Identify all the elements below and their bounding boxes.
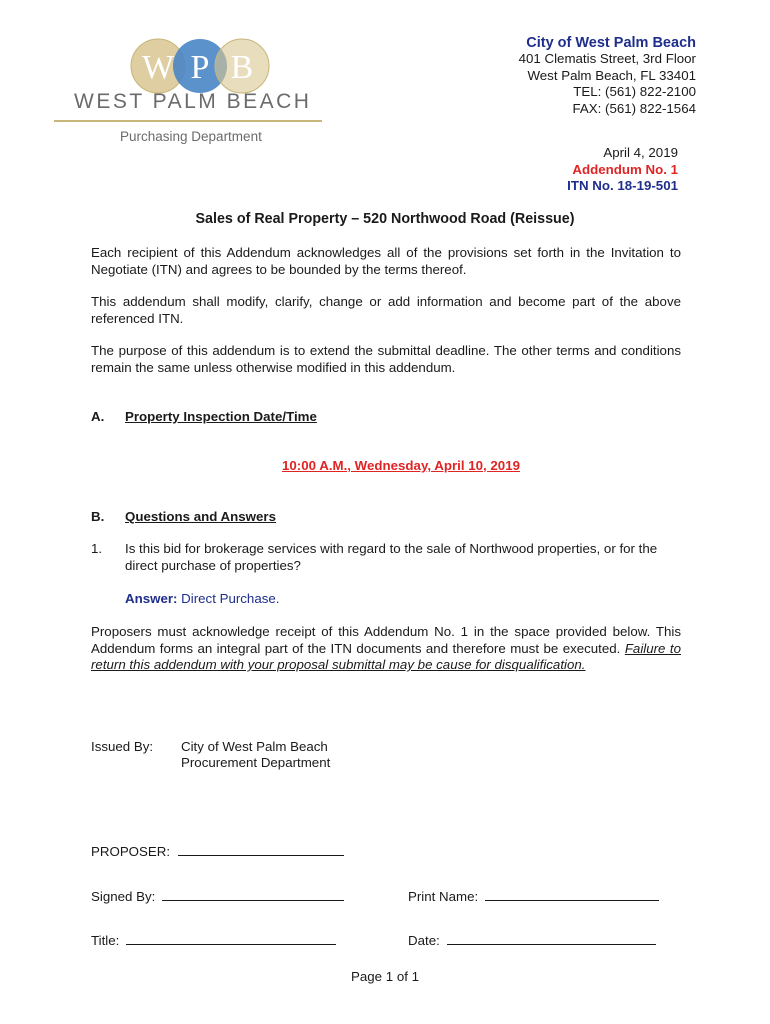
address-fax: FAX: (561) 822-1564 (572, 100, 696, 116)
signed-by-label: Signed By: (91, 889, 156, 904)
logo-divider (54, 120, 322, 122)
issued-by-label: Issued By: (91, 739, 154, 754)
title-field[interactable] (91, 932, 336, 948)
logo-department: Purchasing Department (120, 129, 262, 144)
wpb-logo-emblem (54, 36, 324, 96)
logo-letter-b: B (230, 49, 254, 86)
signed-by-field[interactable] (91, 888, 344, 904)
section-b-letter: B. (91, 509, 105, 524)
print-name-line[interactable] (485, 888, 659, 901)
logo-wordmark: WEST PALM BEACH (74, 90, 312, 113)
issued-by-block (181, 739, 330, 771)
print-name-label: Print Name: (408, 889, 479, 904)
disqualification-warning: Failure to return this addendum with your proposal submittal may be cause for disqualification. (91, 640, 681, 672)
address-street: 401 Clematis Street, 3rd Floor (518, 51, 696, 67)
document-meta (567, 145, 678, 195)
answer-label: Answer: (125, 591, 178, 606)
question-text: Is this bid for brokerage services with regard to the sale of Northwood properties, or for the direct purchase of properties? (125, 541, 658, 573)
proposer-line[interactable] (178, 843, 344, 856)
proposer-field[interactable] (91, 843, 344, 859)
date-line[interactable] (447, 932, 656, 945)
address-tel: TEL: (561) 822-2100 (573, 84, 696, 100)
acknowledge-paragraph (91, 624, 681, 674)
paragraph-modification: This addendum shall modify, clarify, change or add information and become part of the above referenced ITN. (91, 294, 681, 326)
title-line[interactable] (126, 932, 336, 945)
title-label: Title: (91, 933, 120, 948)
paragraph-acknowledgement: Each recipient of this Addendum acknowledges all of the provisions set forth in the Invitation to Negotiate (ITN) and agrees to be bounded by the terms thereof. (91, 245, 681, 277)
answer (125, 591, 279, 606)
signed-by-line[interactable] (162, 888, 344, 901)
date-label: Date: (408, 933, 440, 948)
address-city-name: City of West Palm Beach (526, 35, 696, 51)
inspection-datetime: 10:00 A.M., Wednesday, April 10, 2019 (282, 458, 520, 473)
question-number: 1. (91, 541, 103, 556)
date-field[interactable] (408, 932, 656, 948)
addendum-number: Addendum No. 1 (572, 161, 678, 177)
answer-text: Direct Purchase. (177, 591, 280, 606)
address-city-state: West Palm Beach, FL 33401 (527, 67, 696, 83)
page-number: Page 1 of 1 (350, 969, 420, 984)
section-b-heading: Questions and Answers (125, 509, 276, 524)
issued-by-city: City of West Palm Beach (181, 739, 328, 754)
proposer-label: PROPOSER: (91, 844, 171, 859)
print-name-field[interactable] (408, 888, 659, 904)
acknowledge-text: Proposers must acknowledge receipt of this Addendum No. 1 in the space provided below. This Addendum forms an integral part of the ITN documents and therefore must be executed. (91, 624, 681, 656)
itn-number: ITN No. 18-19-501 (567, 178, 678, 193)
document-date: April 4, 2019 (603, 145, 678, 160)
section-a-letter: A. (91, 409, 105, 424)
document-title: Sales of Real Property – 520 Northwood Road (Reissue) (195, 211, 575, 227)
logo-letter-p: P (190, 49, 210, 86)
logo-letter-w: W (141, 49, 175, 86)
issued-by-department: Procurement Department (181, 755, 331, 770)
address-block (519, 35, 696, 117)
paragraph-purpose: The purpose of this addendum is to extend the submittal deadline. The other terms and conditions remain the same unless otherwise modified in this addendum. (91, 343, 681, 375)
section-a-heading: Property Inspection Date/Time (125, 409, 317, 424)
